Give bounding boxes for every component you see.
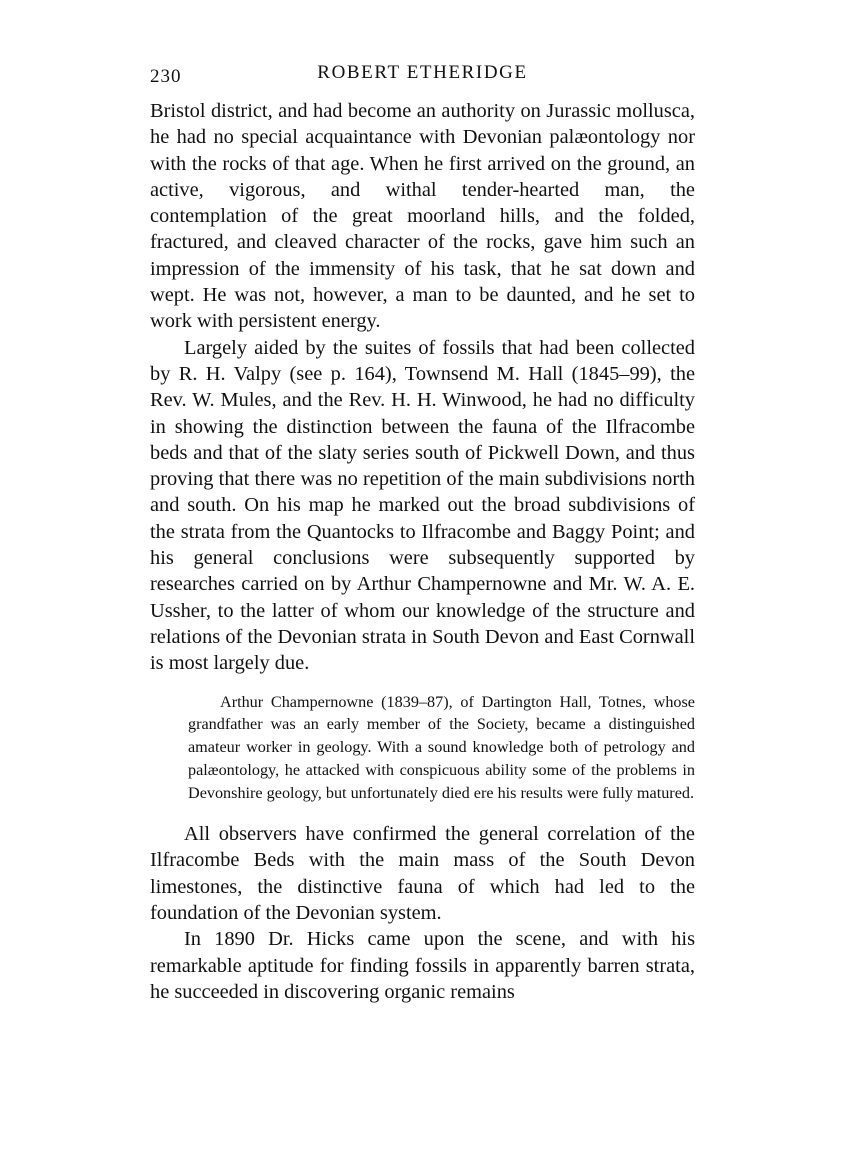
paragraph-3: All observers have confirmed the general correlation of the Ilfracombe Beds with the main mass of the South Devon limestones, the distinctive fauna of which had led to the foundation of the Devonian system. [150,823,695,924]
biographical-note: Arthur Champernowne (1839–87), of Dartington Hall, Totnes, whose grandfather was an early member of the Society, became a distinguished amateur worker in geology. With a sound knowledge both of petrology and palæontology, he attacked with conspicuous ability some of the problems in Devonshire geology, but unfortunately died ere his results were fully matured. [188,692,695,803]
running-head: ROBERT ETHERIDGE [317,62,528,83]
paragraph-2: Largely aided by the suites of fossils that had been collected by R. H. Valpy (see p. 164), Townsend M. Hall (1845–99), the Rev. W. Mules, and the Rev. H. H. Winwood, he had no difficulty in showing the distinction between the fauna of the Ilfracombe beds and that of the slaty series south of Pickwell Down, and thus proving that there was no repetition of the main subdivisions north and south. On his map he marked out the broad subdivisions of the strata from the Quantocks to Ilfracombe and Baggy Point; and his general conclusions were subsequently supported by researches carried on by Arthur Champernowne and Mr. W. A. E. Ussher, to the latter of whom our knowledge of the structure and relations of the Devonian strata in South Devon and East Cornwall is most largely due. [150,336,695,675]
book-page [150,62,695,1005]
page-number: 230 [150,66,182,87]
paragraph-1: Bristol district, and had become an authority on Jurassic mollusca, he had no special acquaintance with Devonian palæontology nor with the rocks of that age. When he first arrived on the ground, an active, vigorous, and withal tender-hearted man, the contemplation of the great moorland hills, and the folded, fractured, and cleaved character of the rocks, gave him such an impression of the immensity of his task, that he sat down and wept. He was not, however, a man to be daunted, and he set to work with persistent energy. [150,100,695,333]
page-header [150,62,695,92]
paragraph-4: In 1890 Dr. Hicks came upon the scene, and with his remarkable aptitude for finding fossils in apparently barren strata, he succeeded in discovering organic remains [150,928,695,1003]
